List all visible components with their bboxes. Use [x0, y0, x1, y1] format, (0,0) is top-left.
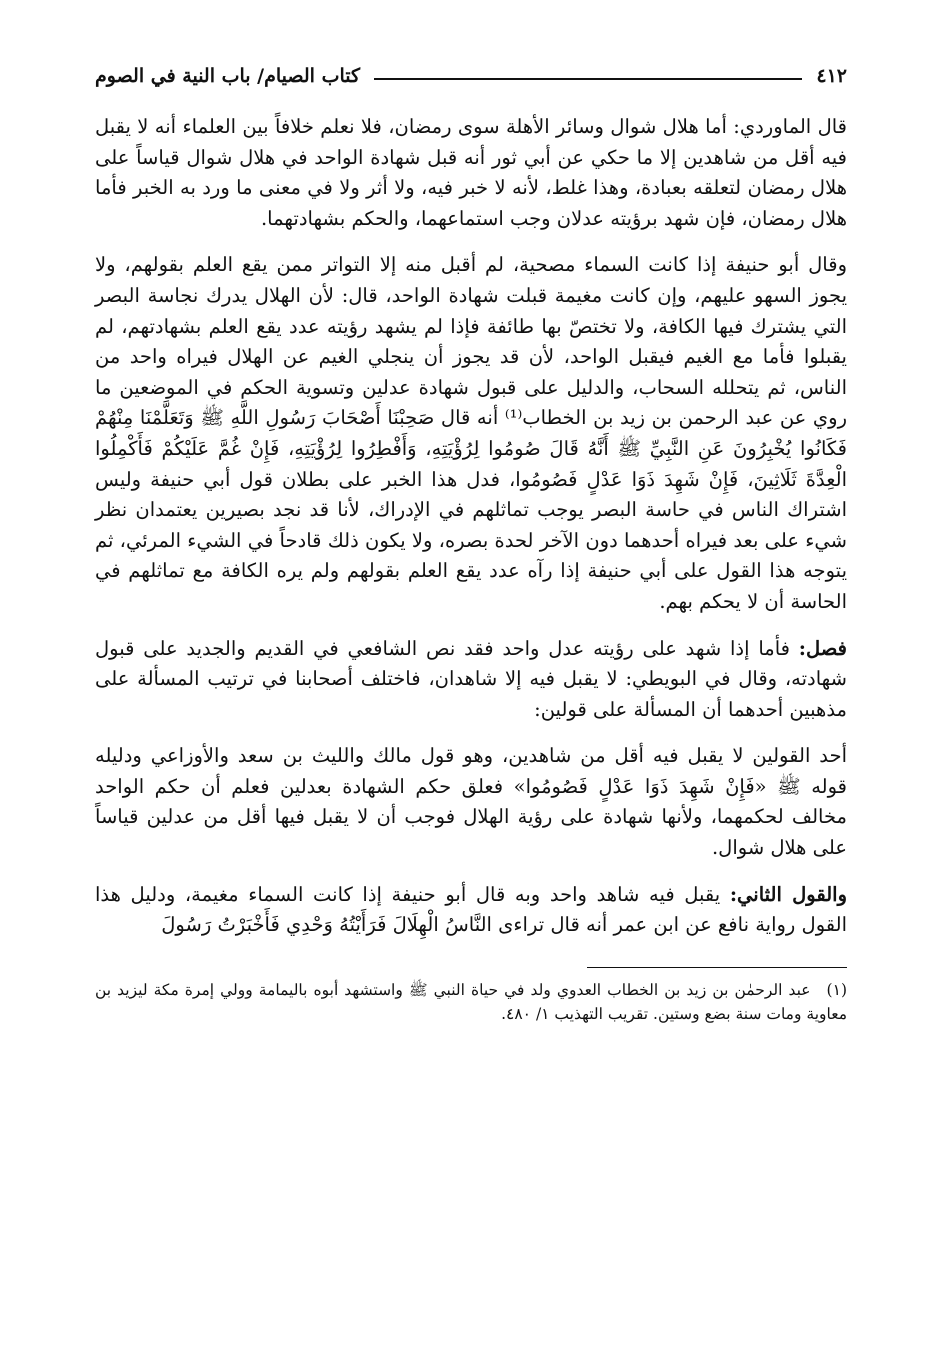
book-page [95, 58, 847, 1328]
footnote-rule [587, 967, 847, 968]
running-title: كتاب الصيام/ باب النية في الصوم [95, 65, 361, 87]
paragraph-lead: فصل: [798, 636, 847, 660]
footnote-text: عبد الرحمٰن بن زيد بن الخطاب العدوي ولد في حياة النبي ﷺ واستشهد أبوه باليمامة وولي إمرة مكة ليزيد بن معاوية ومات سنة بضع وستين. تقريب التهذيب ١/ ٤٨٠. [95, 980, 847, 1023]
paragraph-first-opinion [95, 741, 847, 863]
paragraph-text: وقال أبو حنيفة إذا كانت السماء مصحية، لم أقبل منه إلا التواتر ممن يقع العلم بقولهم، ولا يجوز السهو عليهم، وإن كانت مغيمة قبلت شهادة الواحد، قال: لأن الهلال يدرك نجاسة البصر التي يشترك فيها الكافة، ولا تختصّ بها طائفة فإذا لم يشهد رؤيته عدد يقع العلم بشهادتهم، لم يقبلوا فأما مع الغيم فيقبل الواحد، لأن قد يجوز أن ينجلي الغيم عن الهلال فيراه واحد من الناس، ثم يتحلله السحاب، والدليل على قبول شهادة عدلين وتسوية الحكم في الموضعين ما روي عن عبد الرحمن بن زيد بن الخطاب⁽¹⁾ أنه قال صَحِبْنَا أَصْحَابَ رَسُولِ اللَّهِ ﷺ وَتَعَلَّمْنَا مِنْهُمْ فَكَانُوا يُخْبِرُونَ عَنِ النَّبِيِّ ﷺ أَنَّهُ قَالَ صُومُوا لِرُؤْيَتِهِ، وَأَفْطِرُوا لِرُؤْيَتِهِ، فَإِنْ غُمَّ عَلَيْكُمْ فَأَكْمِلُوا الْعِدَّةَ ثَلَاثِينَ، فَإِنْ شَهِدَ ذَوَا عَدْلٍ فَصُومُوا، فدل هذا الخبر على بطلان قول أبي حنيفة وليس اشتراك الناس في حاسة البصر يوجب تماثلهم في الإدراك، لأنا قد نجد بصيرين يعتمدان نظر شيء على بعد فيراه أحدهما دون الآخر لحدة بصره، ولا يكون ذلك قادحاً في الشيء المرئي، ثم يتوجه هذا القول على أبي حنيفة إذا رآه عدد يقع العلم بقولهم ولم يره الكافة مع تماثلهم في الحاسة أن لا يحكم بهم. [95, 253, 847, 613]
paragraph-text: يقبل فيه شاهد واحد وبه قال أبو حنيفة إذا كانت السماء مغيمة، ودليل هذا القول رواية نافع عن ابن عمر أنه قال تراءى النَّاسُ الْهِلَالَ فَرَأَيْتُهُ وَحْدِي فَأَخْبَرْتُ رَسُولَ [95, 882, 847, 937]
footnote [95, 978, 847, 1026]
paragraph-text: فأما إذا شهد على رؤيته عدل واحد فقد نص الشافعي في القديم والجديد على قبول شهادته، وقال في البويطي: لا يقبل فيه إلا شاهدان، فاختلف أصحابنا في ترتيب المسألة على مذهبين أحدهما أن المسألة على قولين: [95, 636, 847, 721]
footnote-number: (١) [826, 980, 847, 999]
paragraph-abu-hanifa [95, 250, 847, 617]
page-number: ٤١٢ [816, 65, 847, 87]
paragraph-text: قال الماوردي: أما هلال شوال وسائر الأهلة سوى رمضان، فلا نعلم خلافاً بين العلماء أنه لا يقبل فيه أقل من شاهدين إلا ما حكي عن أبي ثور أنه قبل شهادة الواحد في هلال شوال قياساً على هلال رمضان لتعلقه بعبادة، وهذا غلط، لأنه لا خبر فيه، ولا أثر ولا في معنى ما ورد به الخبر فأما هلال رمضان، فإن شهد برؤيته عدلان وجب استماعهما، والحكم بشهادتهما. [95, 115, 848, 230]
body-text [95, 112, 847, 941]
paragraph-mawardi [95, 112, 847, 234]
paragraph-fasl [95, 634, 847, 726]
paragraph-text: أحد القولين لا يقبل فيه أقل من شاهدين، وهو قول مالك والليث بن سعد والأوزاعي ودليله قوله ﷺ «فَإِنْ شَهِدَ ذَوَا عَدْلٍ فَصُومُوا» فعلق حكم الشهادة بعدلين فعلم أن حكم الواحد مخالف لحكمهما، ولأنها شهادة على رؤية الهلال فوجب أن لا يقبل فيها أقل من عدلين قياساً على هلال شوال. [95, 744, 847, 860]
paragraph-second-opinion [95, 880, 847, 941]
running-head [95, 58, 847, 94]
header-rule [374, 78, 802, 80]
paragraph-lead: والقول الثاني: [729, 882, 847, 906]
